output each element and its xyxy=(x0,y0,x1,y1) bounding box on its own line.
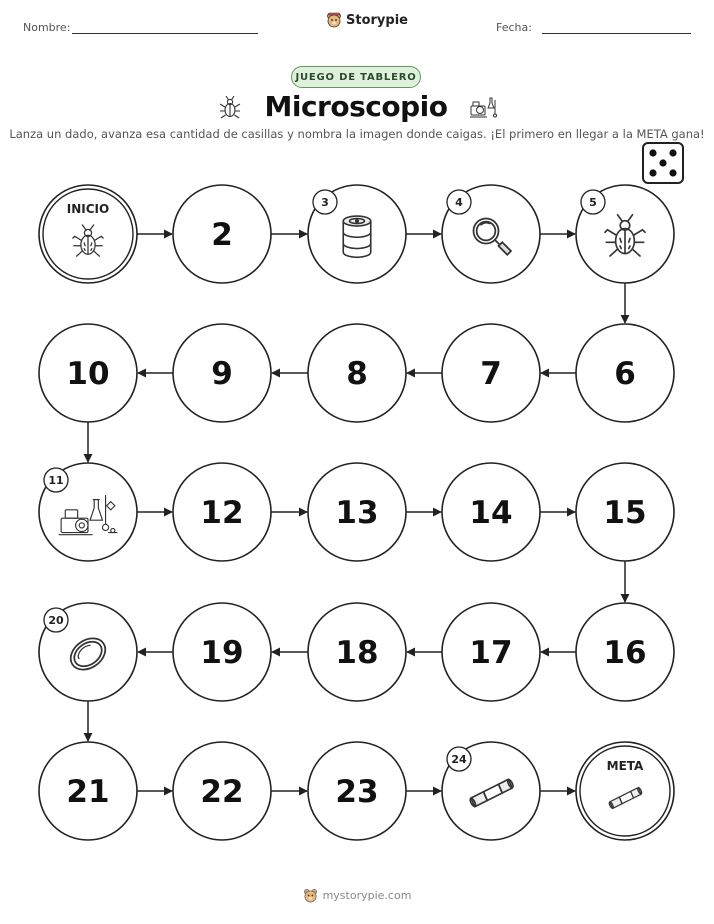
board-space-24 xyxy=(442,742,540,840)
space-number-badge: 5 xyxy=(589,196,597,209)
footer-site: mystorypie.com xyxy=(322,889,412,902)
board-space-2 xyxy=(173,185,271,283)
finish-label: META xyxy=(606,759,644,773)
board-space-6 xyxy=(576,324,674,422)
space-number: 9 xyxy=(211,356,233,392)
board-space-14 xyxy=(442,463,540,561)
finish-space xyxy=(576,742,674,840)
board-space-12 xyxy=(173,463,271,561)
space-number: 14 xyxy=(469,495,513,531)
instructions: Lanza un dado, avanza esa cantidad de casillas y nombra la imagen donde caigas. ¡El primero en llegar a la META gana! xyxy=(9,127,705,141)
board-space-18 xyxy=(308,603,406,701)
board-space-13 xyxy=(308,463,406,561)
board-space-16 xyxy=(576,603,674,701)
space-number: 23 xyxy=(335,774,379,810)
board-space-5 xyxy=(576,185,674,283)
footer xyxy=(0,888,714,903)
space-number: 7 xyxy=(480,356,502,392)
board-space-15 xyxy=(576,463,674,561)
board-space-7 xyxy=(442,324,540,422)
space-number: 19 xyxy=(200,635,244,671)
board-space-17 xyxy=(442,603,540,701)
space-number: 15 xyxy=(603,495,647,531)
space-number: 10 xyxy=(66,356,110,392)
space-number: 17 xyxy=(469,635,513,671)
space-number: 16 xyxy=(603,635,647,671)
board-space-4 xyxy=(442,185,540,283)
board-spaces xyxy=(39,185,674,840)
space-number-badge: 20 xyxy=(48,614,64,627)
board-space-19 xyxy=(173,603,271,701)
board-space-22 xyxy=(173,742,271,840)
space-number: 18 xyxy=(335,635,379,671)
space-number: 6 xyxy=(614,356,636,392)
board-space-9 xyxy=(173,324,271,422)
start-space xyxy=(39,185,137,283)
game-type-tag: JUEGO DE TABLERO xyxy=(291,66,421,88)
board-space-20 xyxy=(39,603,137,701)
space-number-badge: 11 xyxy=(48,474,64,487)
space-number: 13 xyxy=(335,495,379,531)
name-label: Nombre: xyxy=(23,21,71,34)
space-number-badge: 24 xyxy=(451,753,467,766)
board-space-10 xyxy=(39,324,137,422)
space-number: 8 xyxy=(346,356,368,392)
board-space-11 xyxy=(39,463,137,561)
board-space-23 xyxy=(308,742,406,840)
start-label: INICIO xyxy=(66,202,110,216)
space-number: 2 xyxy=(211,217,233,253)
space-number-badge: 3 xyxy=(321,196,329,209)
page-title: Microscopio xyxy=(264,90,448,123)
space-number: 12 xyxy=(200,495,244,531)
space-number: 22 xyxy=(200,774,244,810)
brand-name: Storypie xyxy=(346,12,408,28)
space-number: 21 xyxy=(66,774,110,810)
date-label: Fecha: xyxy=(496,21,532,34)
board-space-21 xyxy=(39,742,137,840)
board-space-8 xyxy=(308,324,406,422)
space-number-badge: 4 xyxy=(455,196,463,209)
board-space-3 xyxy=(308,185,406,283)
bear-mascot-icon xyxy=(303,888,318,903)
